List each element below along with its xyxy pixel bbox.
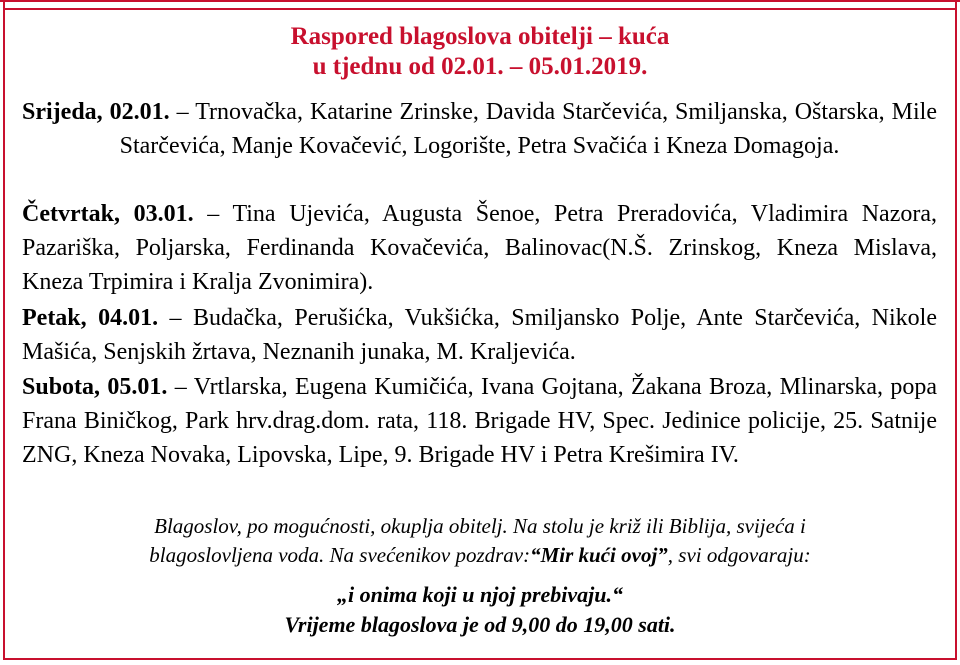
day-label: Petak, 04.01. <box>22 305 159 331</box>
schedule-wednesday <box>22 95 937 163</box>
street-list: – Vrtlarska, Eugena Kumičića, Ivana Gojtana, Žakana Broza, Mlinarska, popa Frana Biničkog, Park hrv.drag.dom. rata, 118. Brigade HV, Spec. Jedinice policije, 25. Satnije ZNG, Kneza Novaka, Lipovska, Lipe, 9. Brigade HV i Petra Krešimira IV. <box>22 374 937 468</box>
street-list: – Trnovačka, Katarine Zrinske, Davida Starčevića, Smiljanska, Oštarska, Mile Starčevića, Manje Kovačević, Logorište, Petra Svačića i Kneza Domagoja. <box>119 99 937 159</box>
day-label: Četvrtak, 03.01. <box>22 201 194 227</box>
priest-greeting: “Mir kući ovoj” <box>530 543 668 567</box>
blessing-note-line2 <box>10 541 950 570</box>
day-label: Srijeda, 02.01. <box>22 99 170 125</box>
blessing-time: Vrijeme blagoslova je od 9,00 do 19,00 sati. <box>284 612 676 637</box>
street-list: – Tina Ujevića, Augusta Šenoe, Petra Preradovića, Vladimira Nazora, Pazariška, Poljarska, Ferdinanda Kovačevića, Balinovac(N.Š. Zrinskog, Kneza Mislava, Kneza Trpimira i Kralja Zvonimira). <box>22 201 938 295</box>
family-response: „i onima koji u njoj prebivaju.“ <box>336 582 624 607</box>
note-text-after: , svi odgovaraju: <box>667 543 811 567</box>
top-border-strip <box>0 0 960 8</box>
schedule-saturday <box>22 370 937 472</box>
street-list: – Budačka, Perušićka, Vukšićka, Smiljansko Polje, Ante Starčevića, Nikole Mašića, Senjskih žrtava, Neznanih junaka, M. Kraljevića. <box>22 305 937 365</box>
schedule-subtitle-week: u tjednu od 02.01. – 05.01.2019. <box>312 53 648 80</box>
schedule-thursday <box>22 197 937 299</box>
schedule-friday <box>22 301 937 369</box>
schedule-title: Raspored blagoslova obitelji – kuća <box>290 23 670 50</box>
note-text-before: blagoslovljena voda. Na svećenikov pozdrav: <box>149 543 531 567</box>
blessing-note-line1: Blagoslov, po mogućnosti, okuplja obitelj. Na stolu je križ ili Biblija, svijeća i <box>154 514 806 538</box>
day-label: Subota, 05.01. <box>22 374 168 400</box>
